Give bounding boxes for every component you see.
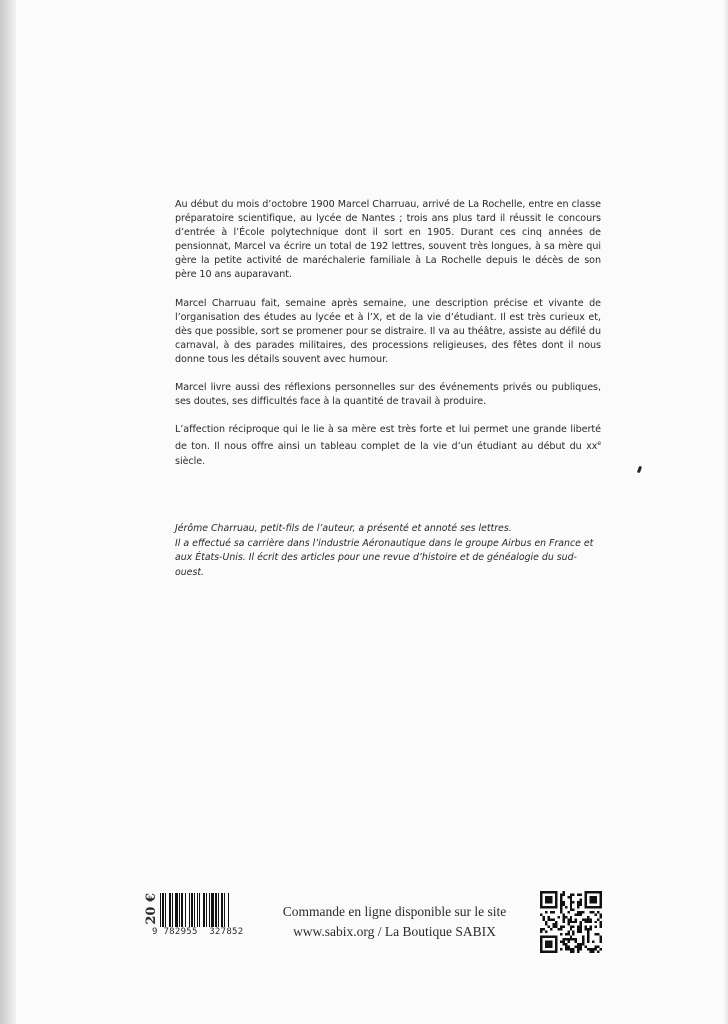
book-spine-shadow: [0, 0, 16, 1024]
barcode-right-digits: 327852: [209, 927, 244, 937]
author-note-line-2: Il a effectué sa carrière dans l’industrie Aéronautique dans le groupe Airbus en France et aux États-Unis. Il écrit des articles pour une revue d’histoire et de généalogie du sud-ouest.: [175, 537, 594, 578]
blurb-paragraph-4-text: L’affection réciproque qui le lie à sa mère est très forte et lui permet une grande liberté de ton. Il nous offre ainsi un tableau complet de la vie d’un étudiant au début du xx: [175, 424, 601, 453]
price-label: 20 €: [144, 893, 159, 925]
blurb-paragraph-4-end: siècle.: [175, 455, 206, 467]
blurb-paragraph-2: Marcel Charruau fait, semaine après semaine, une description précise et vivante de l’organisation des études au lycée et à l’X, et de la vie d’étudiant. Il est très curieux et, dès que possible, sort se promener pour se distraire. Il va au théâtre, assiste au défilé du carnaval, à des parades militaires, des processions religieuses, des fêtes dont il nous donne tous les détails souvent avec humour.: [175, 297, 601, 365]
barcode-first-digit: 9: [152, 927, 158, 937]
page-edge: [722, 0, 728, 1024]
order-website-link[interactable]: www.sabix.org / La Boutique SABIX: [293, 924, 496, 939]
barcode-left-digits: 782955: [163, 927, 198, 937]
barcode-bar: [229, 893, 230, 927]
back-cover-blurb: [175, 198, 601, 483]
author-note: [175, 522, 605, 580]
blurb-paragraph-4: [175, 423, 601, 468]
barcode-icon: [160, 893, 252, 927]
author-note-line-1: Jérôme Charruau, petit-fils de l’auteur, a présenté et annoté ses lettres.: [175, 523, 512, 534]
order-info: [262, 902, 527, 942]
barcode-digits: [152, 927, 244, 937]
qr-code-icon[interactable]: [540, 891, 602, 953]
blurb-paragraph-1: Au début du mois d’octobre 1900 Marcel Charruau, arrivé de La Rochelle, entre en classe préparatoire scientifique, au lycée de Nantes ; trois ans plus tard il réussit le concours d’entrée à l’École polytechnique dont il sort en 1905. Durant ces cinq années de pensionnat, Marcel va écrire un total de 192 lettres, souvent très longues, à sa mère qui gère la petite activité de maréchalerie familiale à La Rochelle depuis le décès de son père 10 ans auparavant.: [175, 199, 601, 281]
order-line-1: Commande en ligne disponible sur le site: [282, 904, 507, 919]
back-cover: [14, 0, 722, 1024]
century-superscript: e: [597, 440, 601, 448]
blurb-paragraph-3: Marcel livre aussi des réflexions personnelles sur des événements privés ou publiques, ses doutes, ses difficultés face à la quantité de travail à produire.: [175, 382, 601, 408]
